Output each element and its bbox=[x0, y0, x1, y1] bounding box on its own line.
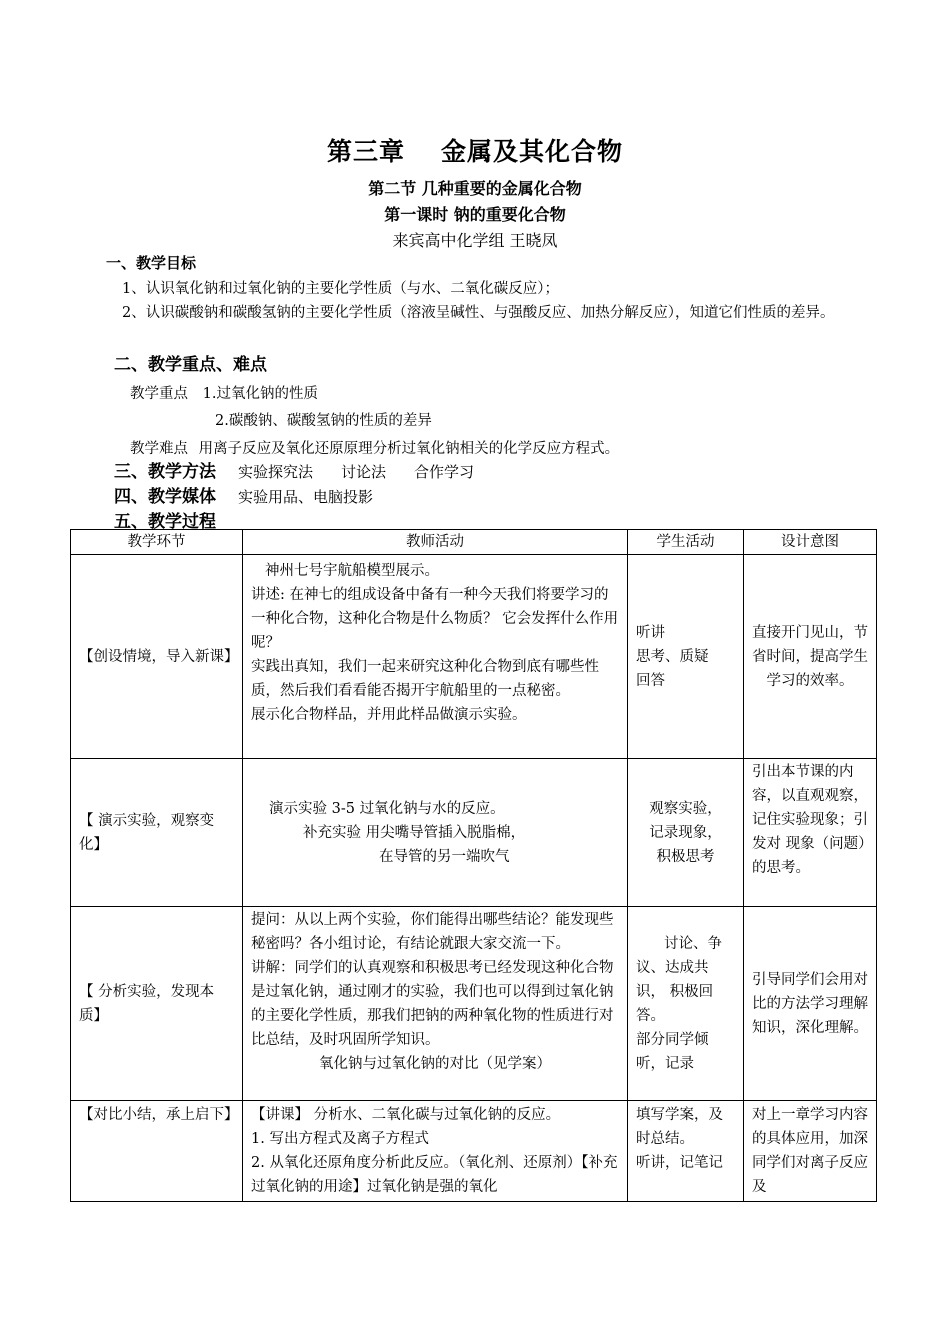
intent-cell: 对上一章学习内容的具体应用，加深同学们对离子反应及 bbox=[744, 1101, 877, 1202]
stage-cell: 【 演示实验，观察变化】 bbox=[71, 759, 243, 907]
teacher-cell bbox=[243, 907, 628, 1101]
student-line: 部分同学倾听，记录 bbox=[636, 1031, 709, 1072]
methods-heading: 三、教学方法 bbox=[114, 462, 216, 482]
chapter-title bbox=[0, 132, 950, 168]
student-line: 听讲 bbox=[636, 624, 665, 641]
difficulty-text: 用离子反应及氧化还原原理分析过氧化钠相关的化学反应方程式。 bbox=[198, 441, 620, 457]
media-text: 实验用品、电脑投影 bbox=[238, 488, 374, 506]
student-line: 积极思考 bbox=[656, 848, 715, 865]
student-line: 讨论、争议、达成共识， 积极回答。 bbox=[636, 935, 722, 1024]
focus-line-1 bbox=[130, 382, 318, 403]
objectives-heading: 一、教学目标 bbox=[106, 254, 197, 272]
student-line: 观察实验， bbox=[649, 800, 722, 817]
intent-cell: 引出本节课的内容，以直观观察，记住实验现象；引发对 现象（问题）的思考。 bbox=[744, 759, 877, 907]
header-stage: 教学环节 bbox=[71, 530, 243, 555]
teacher-cell bbox=[243, 759, 628, 907]
focus-label: 教学重点 bbox=[130, 386, 188, 402]
header-teacher: 教师活动 bbox=[243, 530, 628, 555]
method-item: 讨论法 bbox=[341, 463, 387, 481]
chapter-name: 金属及其化合物 bbox=[441, 137, 624, 166]
teacher-line: 讲述: 在神七的组成设备中备有一种今天我们将要学习的一种化合物，这种化合物是什么物质？ 它会发挥什么作用呢？ bbox=[251, 587, 619, 651]
teacher-line: 氧化钠与过氧化钠的对比（见学案） bbox=[319, 1056, 551, 1072]
student-line: 记录现象， bbox=[649, 824, 722, 841]
table-row bbox=[71, 1101, 877, 1202]
focus-item-1: 1.过氧化钠的性质 bbox=[202, 386, 318, 402]
table-row bbox=[71, 907, 877, 1101]
teacher-line: 展示化合物样品，并用此样品做演示实验。 bbox=[251, 707, 527, 723]
section-title: 第二节 几种重要的金属化合物 bbox=[368, 179, 582, 198]
process-heading: 五、教学过程 bbox=[114, 512, 216, 532]
teacher-line: 【讲课】 分析水、二氧化碳与过氧化钠的反应。 bbox=[251, 1107, 561, 1123]
objective-1: 1、认识氧化钠和过氧化钠的主要化学性质（与水、二氧化碳反应）； bbox=[122, 281, 559, 297]
student-cell bbox=[628, 555, 744, 759]
teacher-line: 讲解：同学们的认真观察和积极思考已经发现这种化合物是过氧化钠，通过刚才的实验，我们也可以得到过氧化钠的主要化学性质，那我们把钠的两种氧化物的性质进行对比总结，及时巩固所学知识。 bbox=[251, 960, 614, 1048]
methods-line bbox=[114, 457, 502, 482]
lesson-title: 第一课时 钠的重要化合物 bbox=[384, 205, 566, 224]
teacher-cell bbox=[243, 555, 628, 759]
teacher-line: 实践出真知，我们一起来研究这种化合物到底有哪些性质，然后我们看看能否揭开宇航船里的一点秘密。 bbox=[251, 659, 599, 699]
student-line: 听讲，记笔记 bbox=[636, 1155, 723, 1171]
method-item: 合作学习 bbox=[414, 463, 475, 481]
focus-item-2: 2.碳酸钠、碳酸氢钠的性质的差异 bbox=[215, 413, 432, 429]
table-header-row bbox=[71, 530, 877, 555]
student-line: 回答 bbox=[636, 672, 665, 689]
stage-cell: 【创设情境，导入新课】 bbox=[71, 555, 243, 759]
media-heading: 四、教学媒体 bbox=[114, 487, 216, 507]
intent-cell: 引导同学们会用对比的方法学习理解知识，深化理解。 bbox=[744, 907, 877, 1101]
teacher-cell bbox=[243, 1101, 628, 1202]
process-table bbox=[70, 529, 877, 1202]
teacher-line: 提问：从以上两个实验，你们能得出哪些结论？能发现些秘密吗？各小组讨论，有结论就跟大家交流一下。 bbox=[251, 912, 614, 952]
media-line bbox=[114, 482, 401, 507]
student-cell bbox=[628, 1101, 744, 1202]
student-cell bbox=[628, 759, 744, 907]
student-line: 填写学案，及时总结。 bbox=[636, 1107, 723, 1147]
stage-cell: 【对比小结，承上启下】 bbox=[71, 1101, 243, 1202]
difficulty-line bbox=[130, 437, 619, 458]
author-line: 来宾高中化学组 王晓凤 bbox=[392, 231, 558, 250]
teacher-line: 1. 写出方程式及离子方程式 bbox=[251, 1131, 429, 1147]
teacher-line: 2. 从氧化还原角度分析此反应。（氧化剂、还原剂）【补充过氧化钠的用途】过氧化钠是强的氧化 bbox=[251, 1155, 618, 1195]
header-intent: 设计意图 bbox=[744, 530, 877, 555]
student-line: 思考、质疑 bbox=[636, 648, 709, 665]
chapter-number: 第三章 bbox=[326, 137, 405, 166]
table-row bbox=[71, 759, 877, 907]
header-student: 学生活动 bbox=[628, 530, 744, 555]
method-item: 实验探究法 bbox=[238, 463, 314, 481]
teacher-line: 补充实验 用尖嘴导管插入脱脂棉， bbox=[303, 824, 526, 841]
student-cell bbox=[628, 907, 744, 1101]
stage-cell: 【 分析实验，发现本质】 bbox=[71, 907, 243, 1101]
intent-cell: 直接开门见山，节省时间，提高学生学习的效率。 bbox=[744, 555, 877, 759]
keypoints-heading: 二、教学重点、难点 bbox=[114, 355, 267, 375]
teacher-line: 演示实验 3-5 过氧化钠与水的反应。 bbox=[269, 800, 505, 817]
difficulty-label: 教学难点 bbox=[130, 441, 188, 457]
objective-2: 2、认识碳酸钠和碳酸氢钠的主要化学性质（溶液呈碱性、与强酸反应、加热分解反应），知道它们性质的差异。 bbox=[122, 305, 835, 321]
teacher-line: 在导管的另一端吹气 bbox=[379, 848, 510, 865]
teacher-line: 神州七号宇航船模型展示。 bbox=[265, 563, 439, 579]
table-row bbox=[71, 555, 877, 759]
